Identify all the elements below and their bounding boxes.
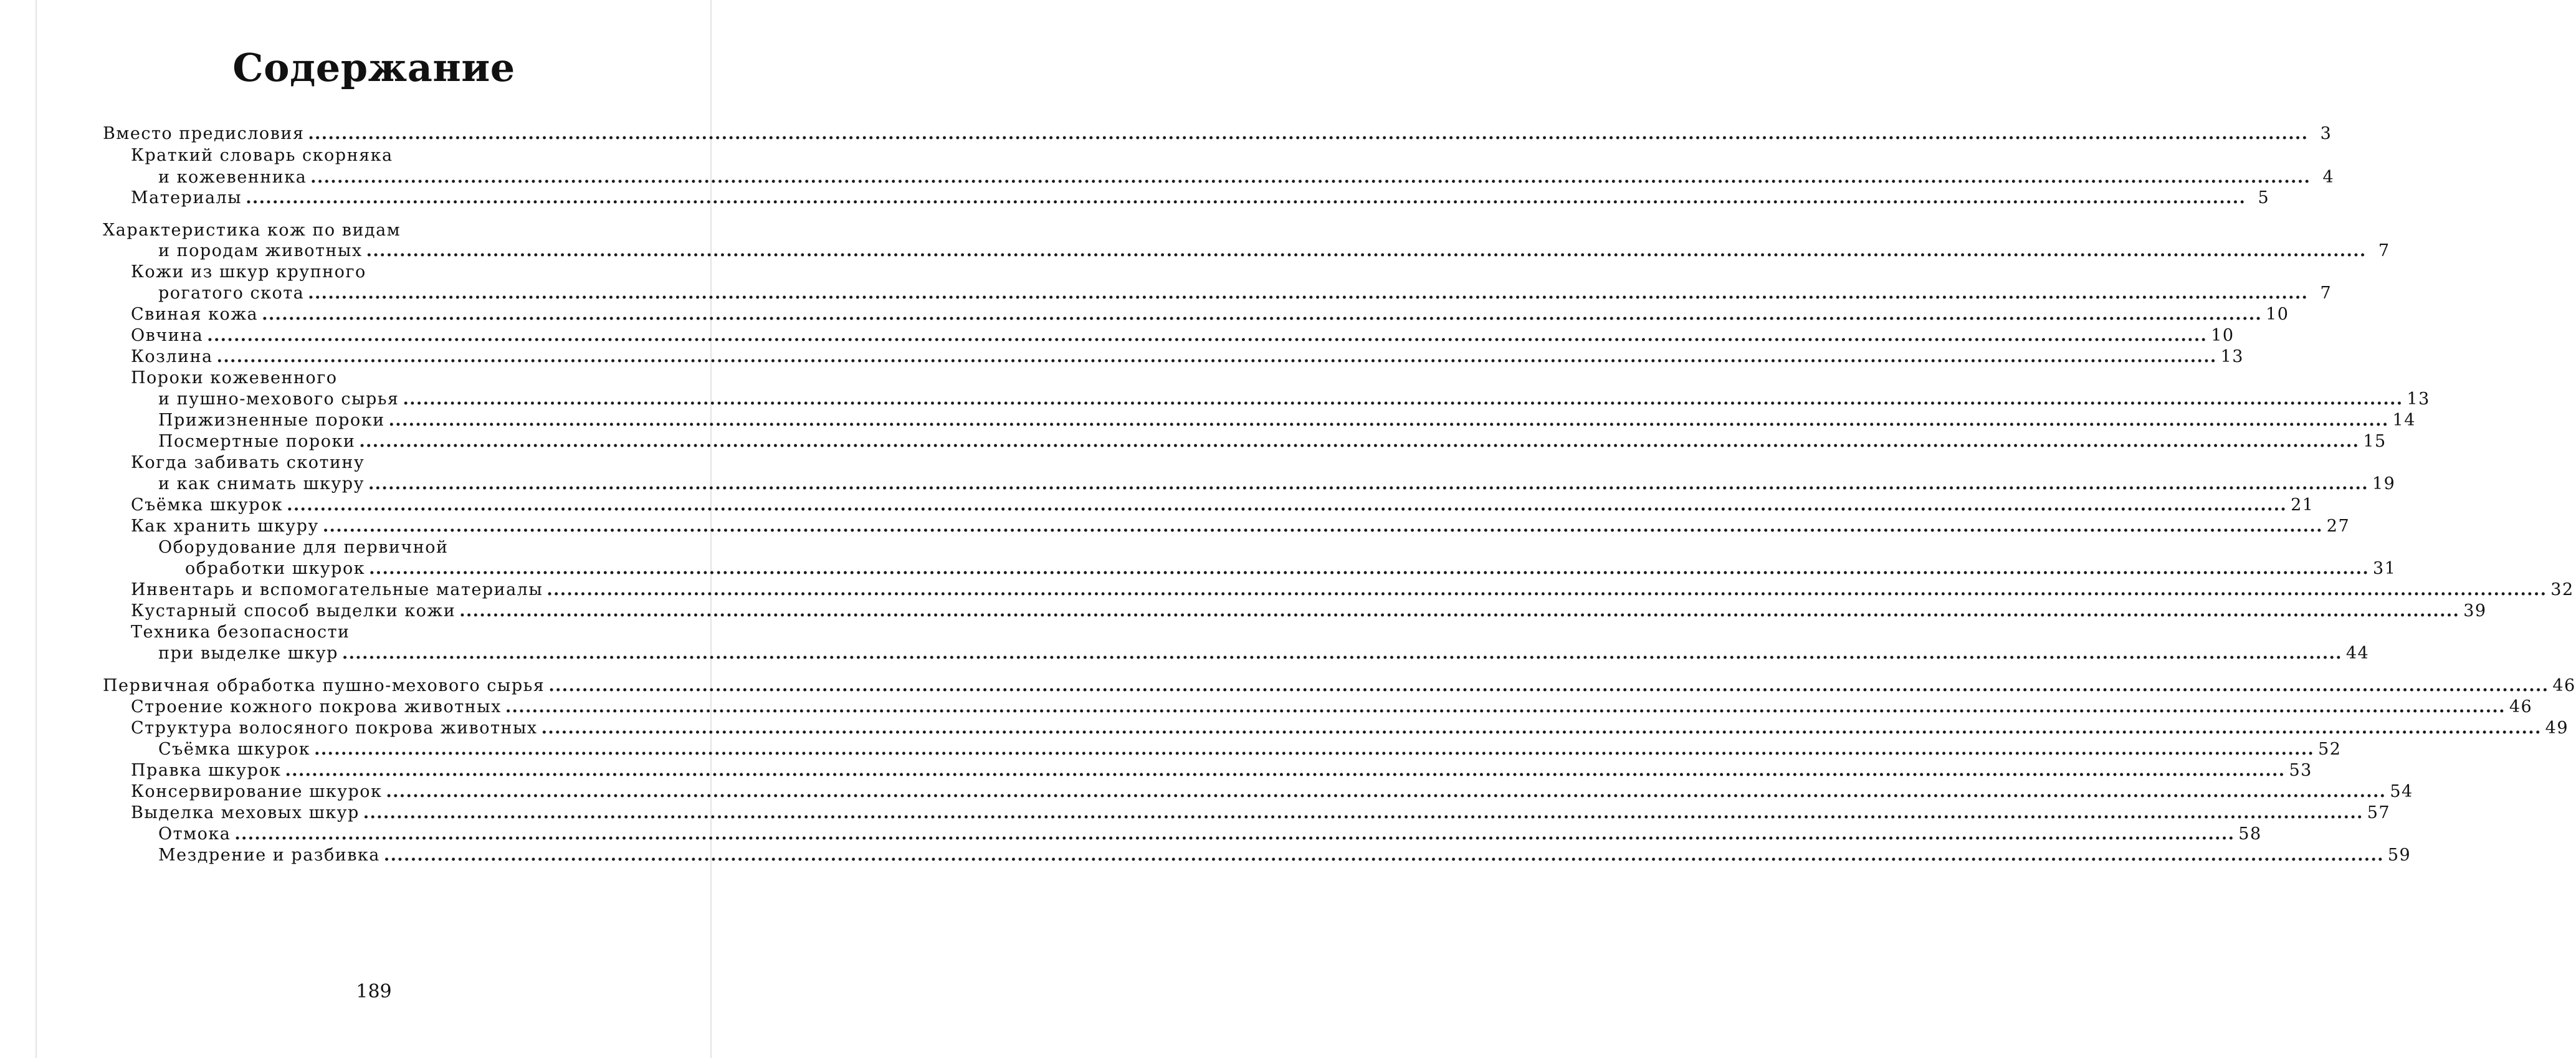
toc-entry-page: 52 <box>2318 740 2342 759</box>
toc-entry-page: 7 <box>2320 284 2332 303</box>
toc-dot-leader: ............................................................................................................................................................................................................................................................................................................ <box>308 124 2309 143</box>
toc-entry-page: 4 <box>2322 168 2335 187</box>
toc-entry-title: обработки шкурок <box>185 559 366 578</box>
toc-entry-title: Отмока <box>158 824 231 844</box>
toc-entry <box>131 495 2314 516</box>
toc-entry-title: Прижизненные пороки <box>158 411 385 430</box>
toc-entry-title: и как снимать шкуру <box>158 474 365 493</box>
toc-entry <box>158 283 2332 304</box>
toc-entry-title: Характеристика кож по видам <box>103 221 401 240</box>
toc-entry-title: Оборудование для первичной <box>158 538 449 557</box>
toc-entry-page: 31 <box>2373 559 2397 578</box>
toc-entry-title: Свиная кожа <box>131 305 259 324</box>
toc-entry-page: 46 <box>2552 676 2576 695</box>
toc-dot-leader: ............................................................................................................................................................................................................................................................................................................ <box>287 495 2287 515</box>
toc-entry <box>185 558 2397 579</box>
toc-dot-leader: ............................................................................................................................................................................................................................................................................................................ <box>285 761 2286 780</box>
toc-dot-leader: ............................................................................................................................................................................................................................................................................................................ <box>541 718 2542 738</box>
toc-entry <box>131 622 350 643</box>
toc-entry-title: Вместо предисловия <box>103 124 305 143</box>
toc-entry-title: Структура волосяного покрова животных <box>131 718 538 738</box>
toc-entry <box>103 220 401 241</box>
toc-entry-title: при выделке шкур <box>158 644 338 663</box>
toc-entry <box>131 346 2244 368</box>
toc-entry-title: Кожи из шкур крупного <box>131 262 366 282</box>
toc-dot-leader: ............................................................................................................................................................................................................................................................................................................ <box>322 517 2323 536</box>
toc-entry-page: 5 <box>2258 188 2270 207</box>
toc-entry <box>131 188 2270 209</box>
toc-entry-page: 13 <box>2220 347 2244 366</box>
toc-entry-title: Съёмка шкурок <box>158 740 311 759</box>
toc-entry-title: Правка шкурок <box>131 761 282 780</box>
toc-dot-leader: ............................................................................................................................................................................................................................................................................................................ <box>314 740 2315 759</box>
toc-dot-leader: ............................................................................................................................................................................................................................................................................................................ <box>363 803 2364 822</box>
toc-entry <box>158 537 449 558</box>
toc-entry <box>158 474 2396 495</box>
toc-entry-title: и кожевенника <box>158 168 307 187</box>
toc-entry-page: 13 <box>2407 389 2430 409</box>
toc-entry <box>131 262 366 283</box>
toc-entry <box>131 579 2574 601</box>
toc-dot-leader: ............................................................................................................................................................................................................................................................................................................ <box>383 846 2384 865</box>
toc-entry <box>131 325 2235 346</box>
toc-entry-page: 27 <box>2326 517 2350 536</box>
toc-entry <box>103 123 2332 145</box>
toc-entry-page: 58 <box>2238 824 2262 844</box>
toc-entry-title: Посмертные пороки <box>158 432 356 451</box>
toc-dot-leader: ............................................................................................................................................................................................................................................................................................................ <box>359 432 2360 451</box>
toc-entry <box>131 368 338 389</box>
toc-entry-title: Инвентарь и вспомогательные материалы <box>131 580 543 599</box>
toc-dot-leader: ............................................................................................................................................................................................................................................................................................................ <box>403 389 2403 409</box>
toc-entry-page: 53 <box>2289 761 2312 780</box>
toc-entry-title: Овчина <box>131 326 204 345</box>
toc-dot-leader: ............................................................................................................................................................................................................................................................................................................ <box>262 305 2263 324</box>
toc-entry-page: 14 <box>2392 411 2416 430</box>
toc-entry <box>131 601 2487 622</box>
toc-dot-leader: ............................................................................................................................................................................................................................................................................................................ <box>207 326 2208 345</box>
toc-entry <box>131 697 2533 718</box>
toc-dot-leader: ............................................................................................................................................................................................................................................................................................................ <box>369 559 2370 578</box>
toc-entry-title: Первичная обработка пушно-мехового сырья <box>103 676 545 695</box>
toc-entry-title: Техника безопасности <box>131 622 350 642</box>
toc-dot-leader: ............................................................................................................................................................................................................................................................................................................ <box>310 168 2311 187</box>
toc-entry-page: 10 <box>2266 305 2289 324</box>
toc-entry <box>103 675 2576 697</box>
toc-entry-page: 44 <box>2345 644 2370 663</box>
page-title: Содержание <box>232 45 515 90</box>
toc-entry-title: Выделка меховых шкур <box>131 803 360 822</box>
toc-entry-title: и пушно-мехового сырья <box>158 389 399 409</box>
toc-entry-title: Мездрение и разбивка <box>158 846 380 865</box>
toc-entry <box>158 739 2342 760</box>
toc-entry-title: Консервирование шкурок <box>131 782 383 801</box>
toc-entry <box>131 452 365 474</box>
toc-entry <box>131 760 2312 781</box>
toc-entry <box>131 516 2350 537</box>
toc-dot-leader: ............................................................................................................................................................................................................................................................................................................ <box>548 676 2549 695</box>
toc-dot-leader: ............................................................................................................................................................................................................................................................................................................ <box>368 474 2368 493</box>
toc-dot-leader: ............................................................................................................................................................................................................................................................................................................ <box>459 601 2460 621</box>
toc-entry-page: 3 <box>2320 124 2332 143</box>
toc-entry-page: 59 <box>2387 846 2411 865</box>
toc-entry-title: Краткий словарь скорняка <box>131 146 393 165</box>
toc-entry <box>131 304 2289 325</box>
toc-entry <box>131 803 2391 824</box>
page-number: 189 <box>356 981 392 1003</box>
toc-entry <box>158 643 2370 664</box>
toc-entry <box>158 824 2262 845</box>
toc-dot-leader: ............................................................................................................................................................................................................................................................................................................ <box>234 824 2235 844</box>
toc-entry <box>158 241 2390 262</box>
toc-entry <box>158 167 2335 188</box>
toc-entry-title: Когда забивать скотину <box>131 453 365 472</box>
toc-entry-page: 10 <box>2211 326 2235 345</box>
toc-entry <box>158 410 2416 431</box>
toc-entry-title: и породам животных <box>158 241 363 260</box>
toc-dot-leader: ............................................................................................................................................................................................................................................................................................................ <box>366 241 2367 260</box>
toc-entry-page: 39 <box>2463 601 2487 621</box>
toc-entry-page: 15 <box>2363 432 2387 451</box>
toc-entry-title: Пороки кожевенного <box>131 368 338 388</box>
toc-dot-leader: ............................................................................................................................................................................................................................................................................................................ <box>386 782 2387 801</box>
toc-entry-page: 21 <box>2291 495 2314 515</box>
toc-entry-page: 49 <box>2545 718 2569 738</box>
toc-entry-title: Козлина <box>131 347 213 366</box>
toc-entry <box>131 718 2569 739</box>
toc-dot-leader: ............................................................................................................................................................................................................................................................................................................ <box>308 284 2309 303</box>
toc-entry-title: Материалы <box>131 188 242 207</box>
toc-entry <box>158 845 2411 866</box>
toc-dot-leader: ............................................................................................................................................................................................................................................................................................................ <box>341 644 2342 663</box>
toc-entry-title: Как хранить шкуру <box>131 517 319 536</box>
toc-entry-page: 46 <box>2509 697 2533 717</box>
toc-dot-leader: ............................................................................................................................................................................................................................................................................................................ <box>388 411 2389 430</box>
toc-entry-page: 19 <box>2372 474 2396 493</box>
toc-entry-page: 57 <box>2367 803 2391 822</box>
toc-dot-leader: ............................................................................................................................................................................................................................................................................................................ <box>546 580 2547 599</box>
toc-entry-title: Съёмка шкурок <box>131 495 284 515</box>
toc-dot-leader: ............................................................................................................................................................................................................................................................................................................ <box>505 697 2506 717</box>
toc-entry-page: 54 <box>2390 782 2413 801</box>
toc-entry-page: 7 <box>2378 241 2390 260</box>
toc-entry-title: рогатого скота <box>158 284 305 303</box>
toc-entry <box>158 389 2430 410</box>
toc-entry-page: 32 <box>2550 580 2574 599</box>
toc-dot-leader: ............................................................................................................................................................................................................................................................................................................ <box>216 347 2217 366</box>
toc-entry <box>131 781 2413 803</box>
toc-entry <box>158 431 2387 452</box>
toc-entry-title: Строение кожного покрова животных <box>131 697 502 717</box>
toc-entry <box>131 145 393 166</box>
toc-dot-leader: ............................................................................................................................................................................................................................................................................................................ <box>246 188 2246 207</box>
toc-entry-title: Кустарный способ выделки кожи <box>131 601 456 621</box>
